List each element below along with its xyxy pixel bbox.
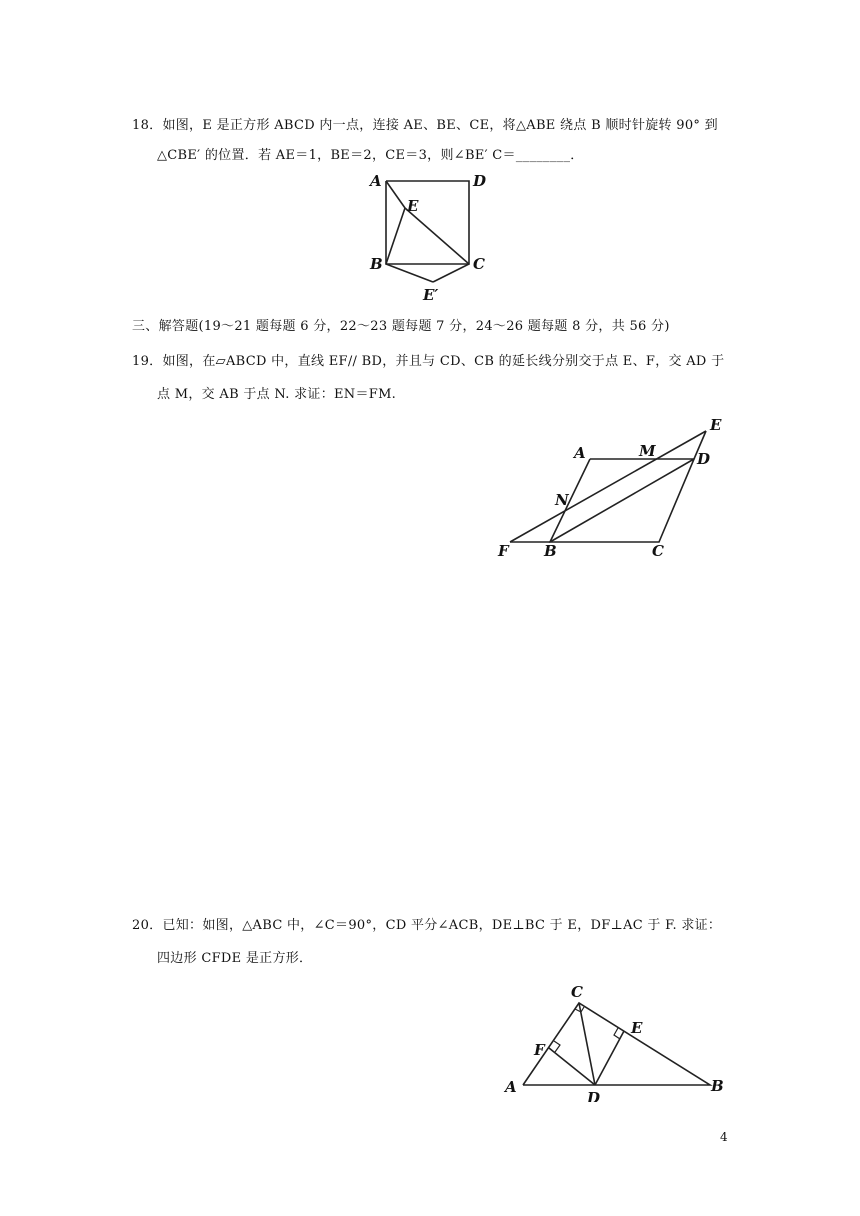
q19-label-m: M <box>639 442 656 460</box>
q19-label-c: C <box>652 542 664 560</box>
q19-label-n: N <box>555 491 569 509</box>
q19-text-line2: 点 M，交 AB 于点 N. 求证：EN＝FM. <box>157 387 397 402</box>
q19-label-d: D <box>697 450 711 468</box>
q18-label-e: E <box>407 197 419 215</box>
q19-label-b: B <box>544 542 557 560</box>
q18-label-c: C <box>473 255 485 273</box>
q18-label-d: D <box>473 172 487 190</box>
q18-segment-be2 <box>386 264 433 282</box>
q18-segment-be <box>386 208 405 264</box>
q18-text-line2: △CBE′ 的位置．若 AE＝1，BE＝2，CE＝3，则∠BE′ C＝________． <box>157 148 584 163</box>
q19-figure <box>494 414 734 564</box>
q20-right-angle-f <box>554 1041 560 1052</box>
q20-label-a: A <box>505 1078 517 1096</box>
q19-label-f: F <box>498 542 509 560</box>
q18-segment-ce2 <box>433 264 469 282</box>
q20-label-b: B <box>711 1077 724 1095</box>
q20-text-line1: 20．已知：如图，△ABC 中，∠C＝90°，CD 平分∠ACB，DE⊥BC 于 E，DF⊥AC 于 F. 求证： <box>132 918 722 933</box>
q20-label-f: F <box>534 1041 545 1059</box>
q18-figure <box>364 168 494 304</box>
q20-label-c: C <box>571 983 583 1001</box>
q20-label-d: D <box>587 1089 601 1102</box>
q18-segment-ce <box>405 208 469 264</box>
q19-line-ef <box>510 431 706 542</box>
q19-diagonal-bd <box>550 459 694 542</box>
q18-text-line1: 18．如图，E 是正方形 ABCD 内一点，连接 AE、BE、CE，将△ABE 绕点 B 顺时针旋转 90° 到 <box>132 118 718 133</box>
page-number: 4 <box>720 1130 728 1144</box>
q20-figure <box>500 982 730 1102</box>
q19-label-e: E <box>710 416 722 434</box>
section-heading: 三、解答题(19～21 题每题 6 分，22～23 题每题 7 分，24～26 题每题 8 分，共 56 分) <box>132 319 670 334</box>
q19-text-line1: 19．如图，在▱ABCD 中，直线 EF// BD，并且与 CD、CB 的延长线分别交于点 E、F，交 AD 于 <box>132 354 725 369</box>
q20-bisector-cd <box>579 1003 595 1085</box>
q18-label-e-prime: E′ <box>423 286 439 304</box>
q19-label-a: A <box>574 444 586 462</box>
q18-square-abcd <box>386 181 469 264</box>
q20-label-e: E <box>631 1019 643 1037</box>
q18-segment-ae <box>386 181 405 208</box>
q20-right-angle-e <box>614 1028 620 1039</box>
q18-label-b: B <box>370 255 383 273</box>
q18-label-a: A <box>370 172 382 190</box>
q20-text-line2: 四边形 CFDE 是正方形． <box>157 951 313 966</box>
